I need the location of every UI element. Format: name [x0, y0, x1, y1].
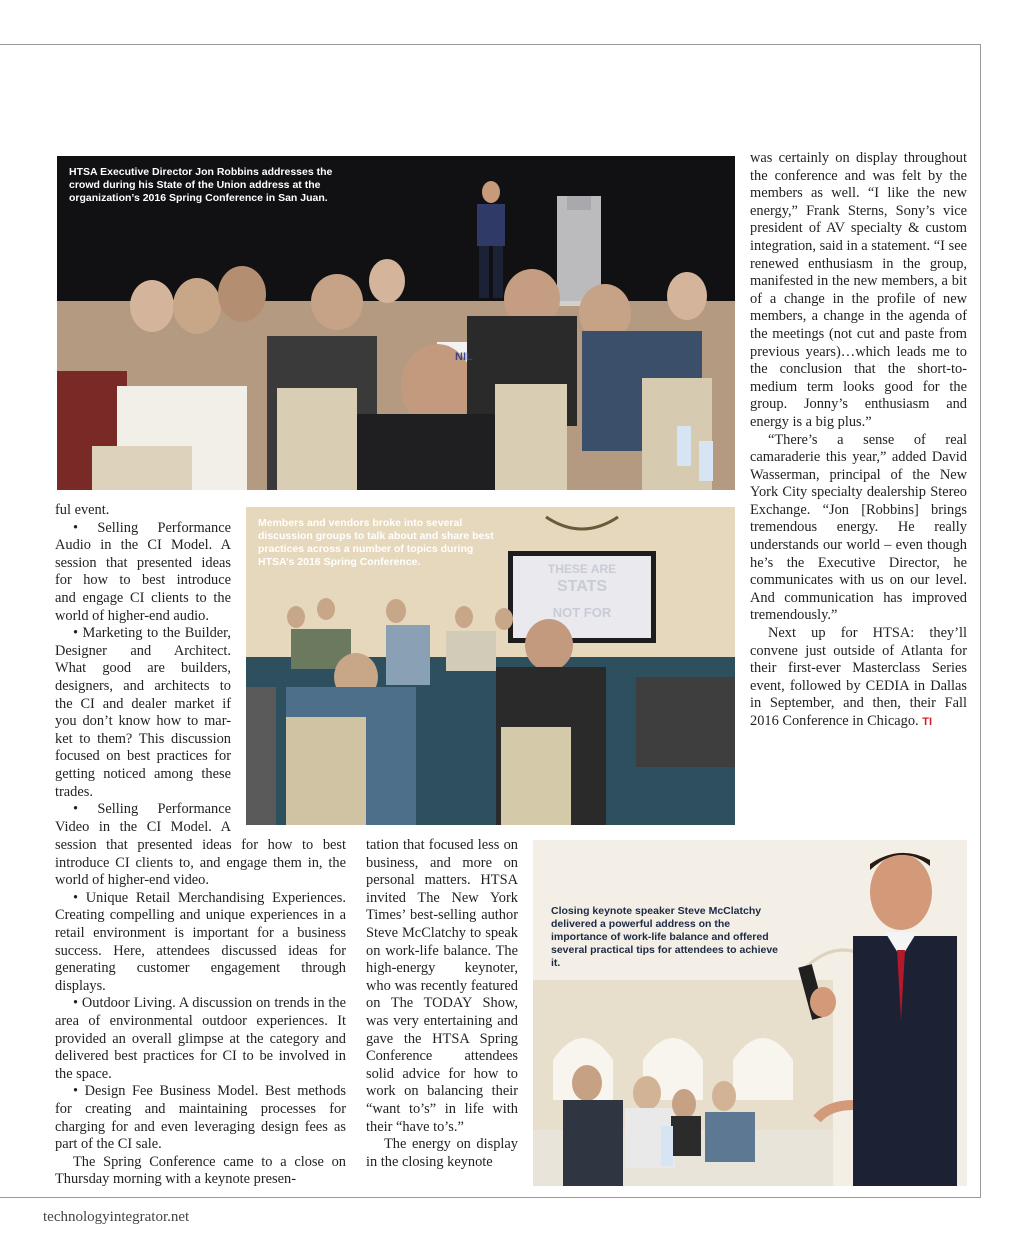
middle-column [366, 837, 518, 1171]
text-line: trades. [55, 783, 93, 800]
text-line: world of higher-end audio. [55, 607, 209, 624]
photo-caption-middle: Members and vendors broke into several discussion groups to talk about and share best practices across a number of topics during HTSA’s 2016 Spring Conference. [258, 517, 494, 568]
paragraph: session that presented ideas for how to best introduce CI clients to, and engage them in, the world of higher-end video. [55, 837, 346, 889]
text-line: • Selling Performance [73, 801, 231, 818]
paragraph: • Unique Retail Merchandising Experiences. Creating compelling and unique experiences in a retail environment is important for a business success. Here, attendees discussed ideas for generating customer engagement through displays. [55, 889, 346, 994]
paragraph-final-text: Next up for HTSA: they’ll convene just outside of Atlanta for their first-ever Masterclass Series event, followed by CEDIA in Dallas in September, and then, their Fall 2016 Conference in Chicago. [750, 625, 967, 729]
right-column [750, 150, 967, 732]
text-line: the CI and dealer market if [55, 695, 231, 712]
text-line: and engage CI clients to the [55, 589, 231, 606]
paragraph: was certainly on display throughout the conference and was felt by the members as well. “I like the new energy,” Frank Sterns, Sony’s vice president of AV specialty & custom integration, said in a statement. “I see renewed enthusiasm in the group, manifested in the new members, a bit of a change in the profile of new members, a change in the agenda of the meetings (not cut and paste from previous years)…which leads me to the conclusion that the short-to-medium term looks good for the group. Jonny’s enthusiasm and energy is a big plus.” [750, 150, 967, 430]
text-line: ful event. [55, 502, 110, 518]
left-column-lower [55, 837, 346, 1189]
photo-caption-top: HTSA Executive Director Jon Robbins addresses the crowd during his State of the Union address at the organization’s 2016 Spring Conference in San Juan. [69, 166, 333, 204]
footer-site[interactable]: technologyintegrator.net [43, 1209, 190, 1225]
paragraph: “There’s a sense of real camaraderie this year,” added David Wasserman, principal of the New York City specialty dealership Stereo Exchange. “Jon [Robbins] brings tremendous energy. He really understands our world – even though he’s the Executive Director, he communicates with us on our level. And communication has improved tremendously.” [750, 431, 967, 624]
paragraph: The Spring Conference came to a close on Thursday morning with a keynote presen- [55, 1153, 346, 1188]
photo-discussion-groups [246, 507, 735, 825]
text-line: Audio in the CI Model. A [55, 537, 231, 554]
photo-caption-bottom: Closing keynote speaker Steve McClatchy delivered a powerful address on the importance of work-life balance and offered several practical tips for attendees to achieve it. [551, 905, 779, 969]
bottom-rule [0, 1197, 981, 1198]
photo-keynote-audience [57, 156, 735, 490]
paragraph: tation that focused less on business, and more on personal matters. HTSA invited The New York Times’ best-selling author Steve McClatchy to speak on work-life balance. The high-energy keynoter, who was recently featured on The TODAY Show, was very entertaining and gave the HTSA Spring Conference attendees solid advice for how to work on balancing their “want to’s” in life with their “have to’s.” [366, 837, 518, 1135]
paragraph: • Outdoor Living. A discussion on trends in the area of environmental outdoor experiences. It provided an overall glimpse at the category and delivered best practices for CI to be involved in the space. [55, 995, 346, 1082]
photo-keynote-speaker [533, 840, 967, 1186]
paragraph: • Design Fee Business Model. Best methods for creating and maintaining processes for charging for and even leveraging design fees as part of the CI sale. [55, 1083, 346, 1153]
right-rule [980, 44, 981, 1197]
text-line: Designer and Architect. [55, 642, 231, 659]
screen-line-2: STATS [556, 578, 608, 595]
text-line: focused on best practices for [55, 748, 231, 765]
banner-text: NIL [455, 351, 473, 363]
text-line: • Selling Performance [73, 519, 231, 536]
text-line: ket to them? This discussion [55, 730, 231, 747]
end-mark-icon: TI [922, 716, 933, 728]
text-line: designers, and architects to [55, 677, 231, 694]
paragraph: The energy on display in the closing keynote [366, 1136, 518, 1170]
paragraph-final [750, 625, 967, 732]
text-line: session that presented ideas [55, 554, 231, 571]
text-line: getting noticed among these [55, 765, 231, 782]
text-line: What good are builders, [55, 660, 231, 677]
text-line: • Marketing to the Builder, [73, 625, 231, 642]
screen-line-1: THESE ARE [547, 562, 617, 576]
text-line: for how to best introduce [55, 572, 231, 589]
text-line: you don’t know how to mar- [55, 713, 231, 730]
text-line: Video in the CI Model. A [55, 818, 231, 835]
left-column-upper [55, 502, 231, 836]
top-rule [0, 44, 981, 45]
screen-line-3: NOT FOR [552, 605, 612, 620]
